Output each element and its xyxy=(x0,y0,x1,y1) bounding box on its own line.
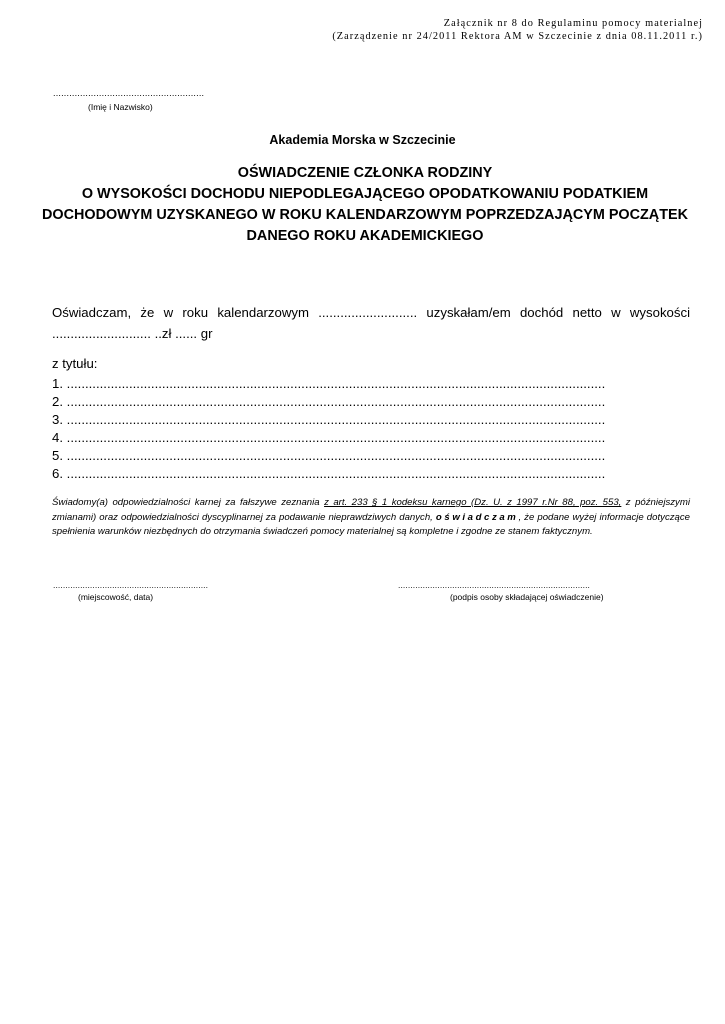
attachment-header-line-1: Załącznik nr 8 do Regulaminu pomocy materialnej xyxy=(443,18,703,29)
income-source-item: 3. ................................................................................................................................................... xyxy=(52,412,606,427)
income-source-item: 1. ................................................................................................................................................... xyxy=(52,376,606,391)
income-declaration: Oświadczam, że w roku kalendarzowym ........................... uzyskałam/em dochód netto w wysokości ........................... ..zł ...... gr xyxy=(52,305,690,341)
title-line-3: DOCHODOWYM UZYSKANEGO W ROKU KALENDARZOWYM POPRZEDZAJĄCYM POCZĄTEK xyxy=(42,207,688,223)
attachment-header-line-2: (Zarządzenie nr 24/2011 Rektora AM w Szczecinie z dnia 08.11.2011 r.) xyxy=(332,31,703,42)
income-source-item: 4. ................................................................................................................................................... xyxy=(52,430,606,445)
income-source-list xyxy=(52,375,605,483)
signature-line: .............................................................................. xyxy=(398,580,591,590)
notice-text-part-1: Świadomy(a) odpowiedzialności karnej za fałszywe zeznania xyxy=(52,497,325,508)
income-source-item: 2. ................................................................................................................................................... xyxy=(52,394,606,409)
oswiadczam-emphasis: oświadczam xyxy=(435,511,519,523)
signature-caption: (podpis osoby składającej oświadczenie) xyxy=(450,592,604,602)
institution-name: Akademia Morska w Szczecinie xyxy=(269,133,456,147)
income-source-label: z tytułu: xyxy=(52,356,98,371)
place-date-caption: (miejscowość, data) xyxy=(78,592,154,602)
notice-text-part-3: , że podane wyżej informacje dotyczące spełnienia warunków niezbędnych do otrzymania świadczeń pomocy materialnej są kompletne i zgodne ze stanem faktycznym. xyxy=(52,511,691,537)
place-date-line: ............................................................... xyxy=(53,580,209,590)
notice-text-part-2: z późniejszymi zmianami) oraz odpowiedzialności dyscyplinarnej za podawanie nieprawdziwych danych, xyxy=(52,497,690,523)
name-field-line: ........................................................ xyxy=(53,88,205,98)
law-reference: z art. 233 § 1 kodeksu karnego (Dz. U. z 1997 r.Nr 88, poz. 553, xyxy=(324,497,622,508)
document-title xyxy=(40,163,690,247)
title-line-1: OŚWIADCZENIE CZŁONKA RODZINY xyxy=(237,165,493,181)
title-line-2: O WYSOKOŚCI DOCHODU NIEPODLEGAJĄCEGO OPODATKOWANIU PODATKIEM xyxy=(81,186,649,202)
attachment-header xyxy=(332,17,703,43)
name-field-caption: (Imię i Nazwisko) xyxy=(88,102,153,112)
income-source-item: 6. ................................................................................................................................................... xyxy=(52,466,606,481)
liability-notice xyxy=(52,496,690,540)
title-line-4: DANEGO ROKU AKADEMICKIEGO xyxy=(246,228,484,244)
income-source-item: 5. ................................................................................................................................................... xyxy=(52,448,606,463)
